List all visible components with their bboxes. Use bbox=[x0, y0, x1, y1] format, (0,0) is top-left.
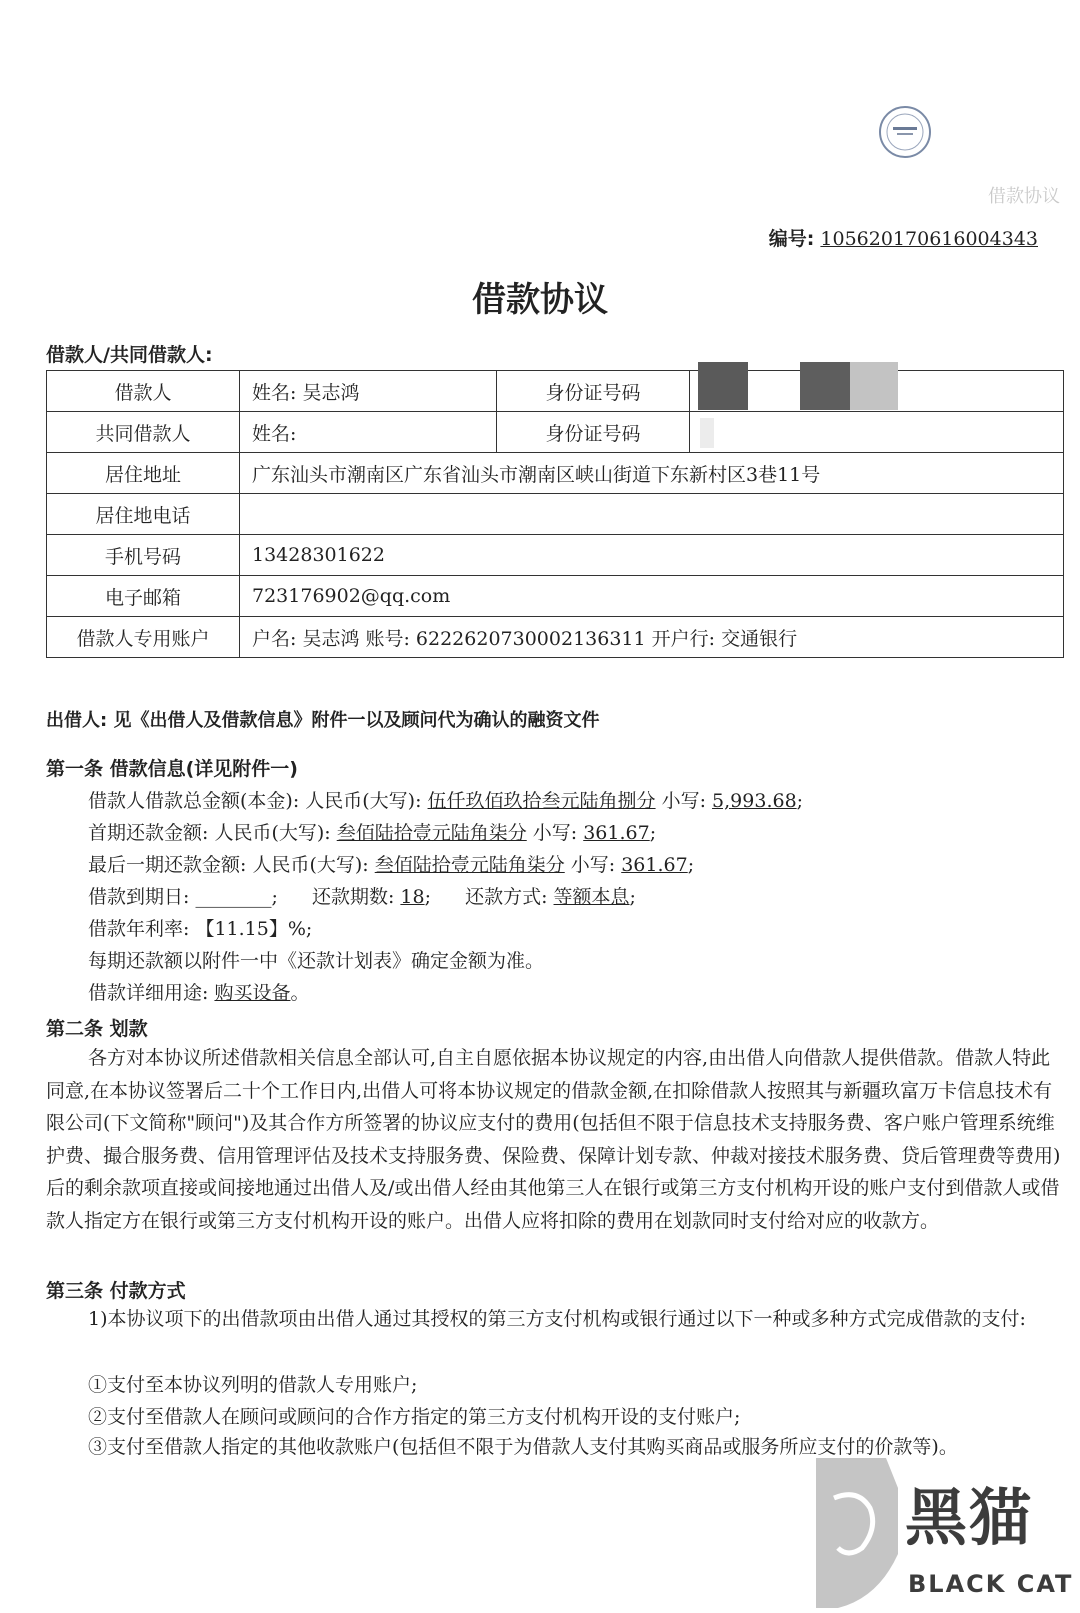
amount-lower: 361.67 bbox=[621, 854, 688, 876]
table-row bbox=[47, 371, 1064, 412]
due-date: 借款到期日: ________; bbox=[88, 886, 278, 908]
table-row bbox=[47, 453, 1064, 494]
article3-option-1: ①支付至本协议列明的借款人专用账户; bbox=[88, 1374, 418, 1396]
article2-title: 第二条 划款 bbox=[46, 1018, 148, 1040]
header-faint-title: 借款协议 bbox=[988, 186, 1060, 207]
table-row bbox=[47, 535, 1064, 576]
text: 还款方式: bbox=[465, 886, 554, 908]
mobile-value: 13428301622 bbox=[240, 535, 1064, 576]
article2-body bbox=[46, 1042, 1064, 1238]
text: 各方对本协议所述借款相关信息全部认可,自主自愿依据本协议规定的内容,由出借人向借款人提供借款。借款人特此同意,在本协议签署后二十个工作日内,出借人可将本协议规定的借款金额,在扣除借款人按照其与新疆玖富万卡信息技术有限公司(下文简称"顾问")及其合作方所签署的协议应支付的费用(包括但不限于信息技术支持服务费、客户账户管理系统维护费、撮合服务费、信用管理评估及技术支持服务费、保险费、保障计划专款、仲裁对接技术服务费、贷后管理费等费用)后的剩余款项直接或间接地通过出借人及/或出借人经由其他第三人在银行或第三方支付机构开设的账户支付到借款人或借款人指定方在银行或第三方支付机构开设的账户。出借人应将扣除的费用在划款同时支付给对应的收款方。 bbox=[46, 1047, 1061, 1232]
text: 小写: bbox=[526, 822, 584, 844]
watermark-en: BLACK CAT bbox=[908, 1570, 1074, 1598]
redaction-block bbox=[698, 362, 748, 410]
loan-purpose: 购买设备 bbox=[214, 982, 291, 1004]
contract-number bbox=[0, 224, 1080, 251]
home-phone-label: 居住地电话 bbox=[47, 494, 240, 535]
article1-line-last bbox=[88, 850, 694, 877]
account-label: 借款人专用账户 bbox=[47, 617, 240, 658]
redaction-block bbox=[800, 362, 850, 410]
co-borrower-name: 姓名: bbox=[240, 412, 497, 453]
amount-upper: 叁佰陆拾壹元陆角柒分 bbox=[336, 822, 527, 844]
text: ; bbox=[687, 854, 695, 876]
article3-title: 第三条 付款方式 bbox=[46, 1280, 186, 1302]
amount-upper: 叁佰陆拾壹元陆角柒分 bbox=[374, 854, 565, 876]
article1-line-terms bbox=[88, 882, 636, 909]
redaction-block bbox=[850, 362, 898, 410]
article3-option-2: ②支付至借款人在顾问或顾问的合作方指定的第三方支付机构开设的支付账户; bbox=[88, 1406, 741, 1428]
co-borrower-id-label: 身份证号码 bbox=[497, 412, 690, 453]
text: 首期还款金额: 人民币(大写): bbox=[88, 822, 337, 844]
document-title: 借款协议 bbox=[472, 280, 608, 320]
article1-line-schedule: 每期还款额以附件一中《还款计划表》确定金额为准。 bbox=[88, 950, 545, 972]
text: ; bbox=[424, 886, 431, 908]
text: 1)本协议项下的出借款项由出借人通过其授权的第三方支付机构或银行通过以下一种或多种方式完成借款的支付: bbox=[88, 1308, 1026, 1330]
co-borrower-label: 共同借款人 bbox=[47, 412, 240, 453]
amount-lower: 361.67 bbox=[583, 822, 650, 844]
article1-line-rate: 借款年利率: 【11.15】%; bbox=[88, 918, 313, 940]
text: 借款详细用途: bbox=[88, 982, 215, 1004]
borrower-name: 姓名: 吴志鸿 bbox=[240, 371, 497, 412]
table-row bbox=[47, 617, 1064, 658]
borrower-id-label: 身份证号码 bbox=[497, 371, 690, 412]
article1-line-purpose bbox=[88, 978, 309, 1005]
table-row bbox=[47, 494, 1064, 535]
borrower-label: 借款人 bbox=[47, 371, 240, 412]
text: ③支付至借款人指定的其他收款账户(包括但不限于为借款人支付其购买商品或服务所应支付的价款等)。 bbox=[88, 1436, 958, 1458]
article1-line-total bbox=[88, 786, 803, 813]
contract-number-value: 105620170616004343 bbox=[820, 228, 1038, 250]
address-value: 广东汕头市潮南区广东省汕头市潮南区峡山街道下东新村区3巷11号 bbox=[240, 453, 1064, 494]
borrower-section-heading: 借款人/共同借款人: bbox=[46, 344, 213, 366]
text: ; bbox=[649, 822, 657, 844]
table-row bbox=[47, 412, 1064, 453]
text: 小写: bbox=[564, 854, 622, 876]
periods: 18 bbox=[400, 886, 425, 908]
home-phone-value bbox=[240, 494, 1064, 535]
article1-title: 第一条 借款信息(详见附件一) bbox=[46, 758, 298, 780]
repay-method: 等额本息 bbox=[553, 886, 630, 908]
email-value: 723176902@qq.com bbox=[240, 576, 1064, 617]
article1-line-first bbox=[88, 818, 656, 845]
amount-lower: 5,993.68 bbox=[712, 790, 797, 812]
text: 还款期数: bbox=[311, 886, 401, 908]
amount-upper: 伍仟玖佰玖拾叁元陆角捌分 bbox=[427, 790, 656, 812]
text: 。 bbox=[290, 982, 310, 1004]
text: 借款人借款总金额(本金): 人民币(大写): bbox=[88, 790, 428, 812]
text: 最后一期还款金额: 人民币(大写): bbox=[88, 854, 375, 876]
article3-p1 bbox=[46, 1303, 1064, 1336]
contract-number-label: 编号: bbox=[768, 228, 815, 250]
address-label: 居住地址 bbox=[47, 453, 240, 494]
company-seal bbox=[878, 105, 932, 159]
table-row bbox=[47, 576, 1064, 617]
watermark-cn: 黑猫 bbox=[905, 1481, 1034, 1554]
mobile-label: 手机号码 bbox=[47, 535, 240, 576]
email-label: 电子邮箱 bbox=[47, 576, 240, 617]
account-value: 户名: 吴志鸿 账号: 6222620730002136311 开户行: 交通银行 bbox=[240, 617, 1064, 658]
lender-statement: 出借人: 见《出借人及借款信息》附件一以及顾问代为确认的融资文件 bbox=[46, 710, 600, 731]
text: 小写: bbox=[655, 790, 713, 812]
text: ; bbox=[629, 886, 636, 908]
redaction-block bbox=[700, 418, 714, 448]
co-borrower-id-value bbox=[690, 412, 1064, 453]
text: ; bbox=[796, 790, 804, 812]
borrower-table bbox=[46, 370, 1064, 658]
